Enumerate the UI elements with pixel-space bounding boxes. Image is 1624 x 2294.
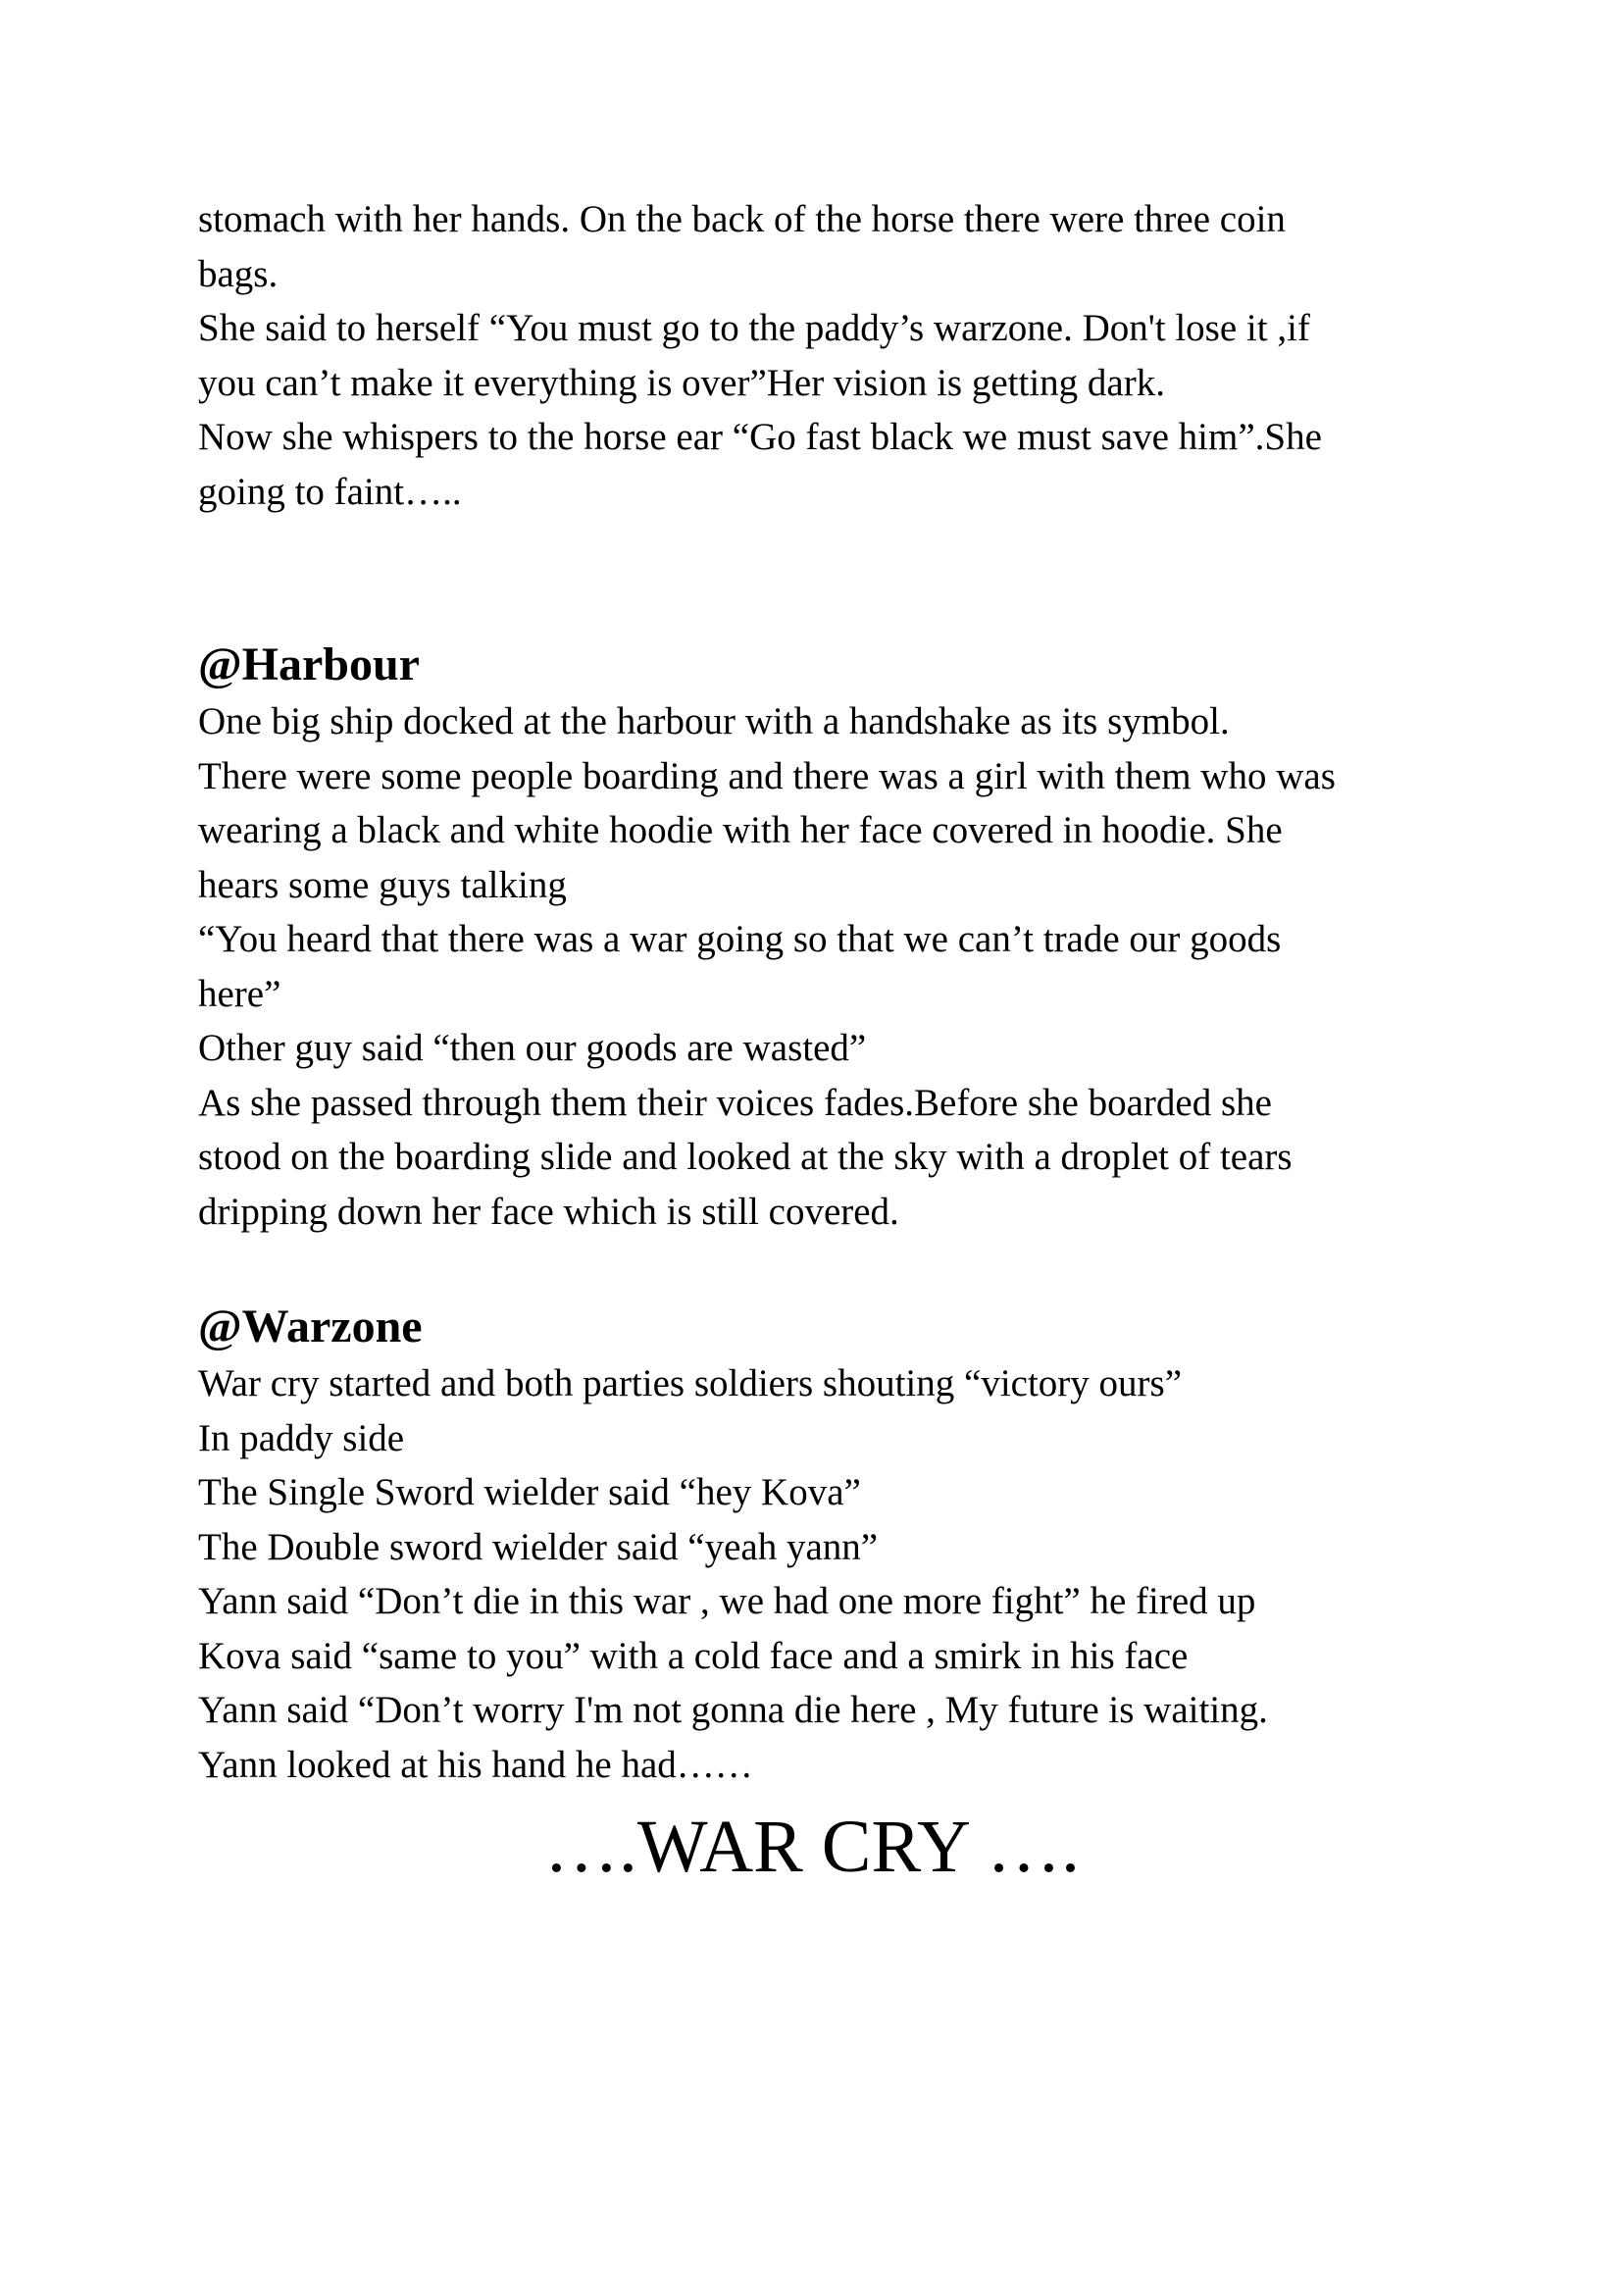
document-body [198,192,1473,1792]
text-line: One big ship docked at the harbour with a handshake as its symbol. [198,700,1230,742]
text-line: stomach with her hands. On the back of the horse there were three coin [198,198,1286,240]
section-heading-warzone: @Warzone [198,1300,423,1352]
text-line: Kova said “same to you” with a cold face and a smirk in his face [198,1634,1189,1677]
text-line: you can’t make it everything is over”Her vision is getting dark. [198,361,1165,404]
text-line: War cry started and both parties soldiers shouting “victory ours” [198,1362,1183,1404]
text-line: She said to herself “You must go to the paddy’s warzone. Don't lose it ,if [198,307,1310,349]
text-line: Yann said “Don’t worry I'm not gonna die here , My future is waiting. [198,1689,1268,1731]
text-line: The Single Sword wielder said “hey Kova” [198,1471,861,1513]
text-line: Yann said “Don’t die in this war , we had one more fight” he fired up [198,1580,1256,1622]
text-line: “You heard that there was a war going so that we can’t trade our goods [198,918,1282,960]
text-line: dripping down her face which is still covered. [198,1190,899,1233]
section-spacer [198,1239,1473,1298]
intro-paragraph [198,192,1473,519]
text-line: Other guy said “then our goods are wasted” [198,1027,867,1069]
text-line: As she passed through them their voices fades.Before she boarded she [198,1081,1272,1124]
text-line: stood on the boarding slide and looked at the sky with a droplet of tears [198,1136,1293,1178]
harbour-section [198,636,1473,1239]
warzone-section [198,1298,1473,1792]
text-line: going to faint….. [198,470,462,513]
text-line: There were some people boarding and there was a girl with them who was [198,754,1336,797]
chapter-end-title: ….WAR CRY …. [543,1806,1081,1888]
section-heading-harbour: @Harbour [198,638,420,690]
text-line: wearing a black and white hoodie with her face covered in hoodie. She [198,809,1283,851]
text-line: Yann looked at his hand he had…… [198,1743,753,1786]
text-line: In paddy side [198,1416,405,1459]
section-spacer [198,519,1473,636]
text-line: hears some guys talking [198,863,567,906]
text-line: here” [198,972,281,1015]
text-line: Now she whispers to the horse ear “Go fast black we must save him”.She [198,416,1322,458]
text-line: bags. [198,252,279,295]
text-line: The Double sword wielder said “yeah yann” [198,1525,879,1568]
